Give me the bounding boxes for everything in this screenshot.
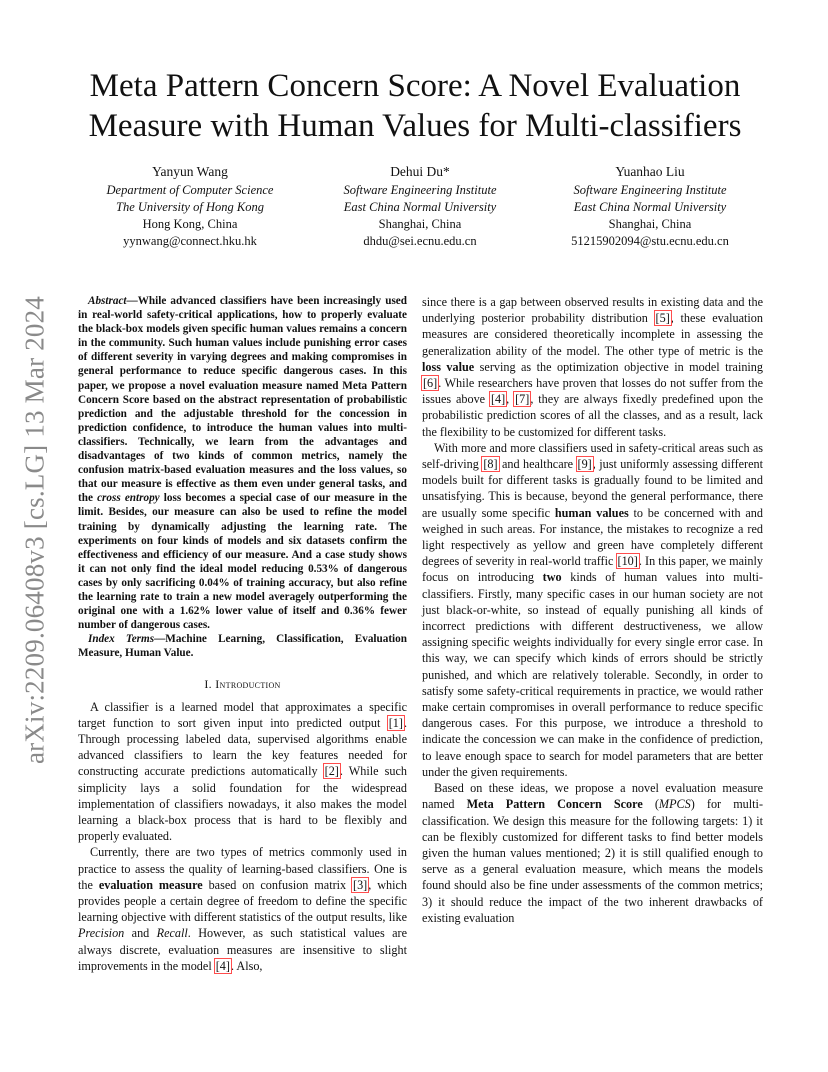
text: . Through processing labeled data, supervised algorithms enable advanced classifiers to learn the key features needed for constructing accurate predictions automatically bbox=[78, 715, 407, 779]
author-1 bbox=[80, 163, 300, 250]
author-email[interactable]: 51215902094@stu.ecnu.edu.cn bbox=[571, 234, 729, 248]
abstract-text-2: loss becomes a special case of our measure in the limit. Besides, our measure can also be used to refine the model training by dynamically adjusting the learning rate. The experiments on four kinds of models and six datasets confirm the effectiveness and efficiency of our measure. And a case study shows it can not only find the ideal model reducing 0.53% of dangerous cases by only sacrificing 0.04% of training accuracy, but also refine the learning rate to train a new model averagely outperforming the original one with a 1.62% lower value of itself and 0.36% fewer number of dangerous cases. bbox=[78, 492, 407, 632]
author-name: Yuanhao Liu bbox=[615, 164, 685, 179]
text: based on confusion matrix bbox=[202, 877, 353, 892]
text: , just uniformly assessing different models built for different tasks is gradually found to be limited and unsatisfying. This is because, beyond the general performance, there are usually some specific bbox=[422, 457, 763, 520]
bold-term: two bbox=[542, 570, 562, 585]
text: and bbox=[124, 926, 157, 941]
text: . However, as such statistical values are always discrete, evaluation measures are insensitive to slight improvements in the model bbox=[78, 926, 407, 973]
author-email[interactable]: yynwang@connect.hku.hk bbox=[123, 234, 257, 248]
intro-paragraph-4 bbox=[422, 440, 763, 780]
author-3 bbox=[540, 163, 760, 250]
text: , bbox=[506, 392, 515, 407]
citation-link[interactable]: [6] bbox=[423, 376, 438, 391]
citation-link[interactable]: [9] bbox=[577, 457, 592, 472]
author-2 bbox=[310, 163, 530, 250]
citation-link[interactable]: [2] bbox=[324, 764, 339, 779]
arxiv-id: arXiv:2209.06408v3 [cs.LG] 13 Mar 2024 bbox=[19, 295, 50, 765]
author-org: East China Normal University bbox=[343, 200, 497, 214]
text: Based on these ideas, we propose a novel evaluation measure named bbox=[422, 781, 763, 812]
text: . While researchers have proven that losses do not suffer from the issues above bbox=[422, 376, 763, 407]
text: serving as the optimization objective in model training bbox=[474, 359, 763, 374]
author-org: The University of Hong Kong bbox=[116, 200, 264, 214]
italic-term: MPCS bbox=[658, 797, 691, 812]
text: ) for multi-classification. We design this measure for the following targets: 1) it can be flexibly customized for different tasks to find better models given the human values mentioned; 2) it is still qualified enough to serve as a general evaluation measure, which means the models found should also be fine under assessments of the common metrics; 3) it should reduce the impact of the two inherent drawbacks of existing evaluation bbox=[422, 797, 763, 925]
author-location: Shanghai, China bbox=[378, 217, 462, 231]
citation-link[interactable]: [5] bbox=[655, 311, 670, 326]
author-dept: Software Engineering Institute bbox=[343, 183, 497, 197]
abstract-lead: Abstract bbox=[88, 295, 127, 307]
author-name: Dehui Du* bbox=[390, 164, 450, 179]
bold-term: evaluation measure bbox=[98, 877, 203, 892]
intro-paragraph-5 bbox=[422, 780, 763, 926]
citation-link[interactable]: [4] bbox=[490, 392, 506, 407]
author-dept: Software Engineering Institute bbox=[573, 183, 727, 197]
citation-link[interactable]: [1] bbox=[388, 715, 403, 730]
text: ( bbox=[642, 797, 659, 812]
index-terms bbox=[78, 632, 407, 660]
author-name: Yanyun Wang bbox=[152, 164, 228, 179]
text: A classifier is a learned model that approximates a specific target function to sort given input into predicted output bbox=[78, 699, 407, 730]
intro-paragraph-2 bbox=[78, 844, 407, 974]
bold-term: loss value bbox=[422, 359, 475, 374]
left-column bbox=[78, 294, 407, 974]
text: , they are always fixedly predefined upon the probabilistic prediction scores of all the classes, and as a result, lack the flexibility to be customized for different tasks. bbox=[422, 392, 764, 439]
citation-link[interactable]: [7] bbox=[515, 392, 530, 407]
text: , these evaluation measures are considered theoretically incomplete in assessing the generalization ability of the model. The other type of metric is the bbox=[422, 311, 763, 358]
text: and healthcare bbox=[498, 457, 577, 472]
author-block bbox=[80, 163, 760, 250]
text: . In this paper, we mainly focus on introducing bbox=[422, 554, 763, 585]
italic-term: Recall bbox=[156, 926, 188, 941]
italic-term: Precision bbox=[78, 926, 125, 941]
section-heading: I. Introduction bbox=[204, 677, 281, 692]
title-line-2: Measure with Human Values for Multi-classifiers bbox=[88, 108, 742, 144]
author-email[interactable]: dhdu@sei.ecnu.edu.cn bbox=[363, 234, 477, 248]
text: . Also, bbox=[230, 958, 263, 973]
citation-link[interactable]: [10] bbox=[617, 554, 638, 569]
author-location: Shanghai, China bbox=[608, 217, 692, 231]
author-location: Hong Kong, China bbox=[142, 217, 238, 231]
intro-paragraph-1 bbox=[78, 699, 407, 845]
citation-link[interactable]: [4] bbox=[215, 958, 230, 973]
text: With more and more classifiers used in safety-critical areas such as self-driving bbox=[422, 440, 763, 472]
arxiv-sidebar-stamp bbox=[19, 295, 50, 765]
intro-paragraph-3 bbox=[422, 294, 763, 440]
abstract-cross-entropy: cross entropy bbox=[97, 492, 160, 505]
bold-term: Meta Pattern Concern Score bbox=[466, 797, 643, 812]
abstract bbox=[78, 294, 407, 660]
index-terms-lead: Index Terms bbox=[88, 633, 155, 646]
author-org: East China Normal University bbox=[573, 200, 727, 214]
text: to be concerned with and weighed in such areas. For instance, the mistakes to recognize a red light respectively as yellow and green have completely different degrees of severity in real-world traffic bbox=[422, 505, 763, 569]
abstract-text-1: —While advanced classifiers have been increasingly used in real-world safety-critical applications, how to properly evaluate the black-box models given specific human values remains a concern in the community. Such human values include punishing error cases of different severity in varying degrees and making compromises in general performance to reduce specific dangerous cases. In this paper, we propose a novel evaluation measure named Meta Pattern Concern Score based on the abstract representation of probabilistic prediction and the adjustable threshold for the concession in prediction confidence, to introduce the human values into multi-classifiers. Technically, we learn from the advantages and disadvantages of two kinds of common metrics, namely the confusion matrix-based evaluation measures and the loss values, so that our measure is effective as them even under general tasks, and the bbox=[78, 295, 407, 505]
citation-link[interactable]: [3] bbox=[353, 877, 368, 892]
title-line-1: Meta Pattern Concern Score: A Novel Evaluation bbox=[89, 68, 741, 104]
paper-title bbox=[60, 66, 770, 146]
text: , which provides people a certain degree of freedom to define the specific learning objective with different statistics of the output results, like bbox=[78, 877, 407, 925]
author-dept: Department of Computer Science bbox=[106, 183, 274, 197]
right-column bbox=[422, 294, 763, 926]
abstract-paragraph bbox=[78, 294, 407, 632]
citation-link[interactable]: [8] bbox=[483, 457, 498, 472]
text: Currently, there are two types of metrics commonly used in practice to assess the quality of learning-based classifiers. One is the bbox=[78, 845, 407, 892]
text: kinds of human values into multi-classifiers. Firstly, many specific cases in our human society are not just black-or-white, so instead of equally punishing all kinds of incorrect predictions with different destructiveness, we allow assigning specific weights individually for every single error case. In this way, we can specify which kinds of errors should be strictly punished, and which are relatively tolerable. Secondly, in order to satisfy some safety-critical requirements in practice, we would rather make certain compromises in overall performance to reduce specific dangerous cases. For this purpose, we introduce a threshold to indicate the concession we can make in the confidence of prediction, to leave enough space to search for model parameters that are better under the given requirements. bbox=[422, 570, 763, 779]
bold-term: human values bbox=[554, 505, 629, 520]
index-terms-text: —Machine Learning, Classification, Evaluation Measure, Human Value. bbox=[78, 633, 407, 660]
text: . While such simplicity lays a solid foundation for the widespread implementation of classifiers nowadays, it also makes the model learning a black-box process that is hard to be flexibly and properly evaluated. bbox=[78, 764, 407, 844]
text: since there is a gap between observed results in existing data and the underlying posterior probability distribution bbox=[422, 295, 763, 326]
